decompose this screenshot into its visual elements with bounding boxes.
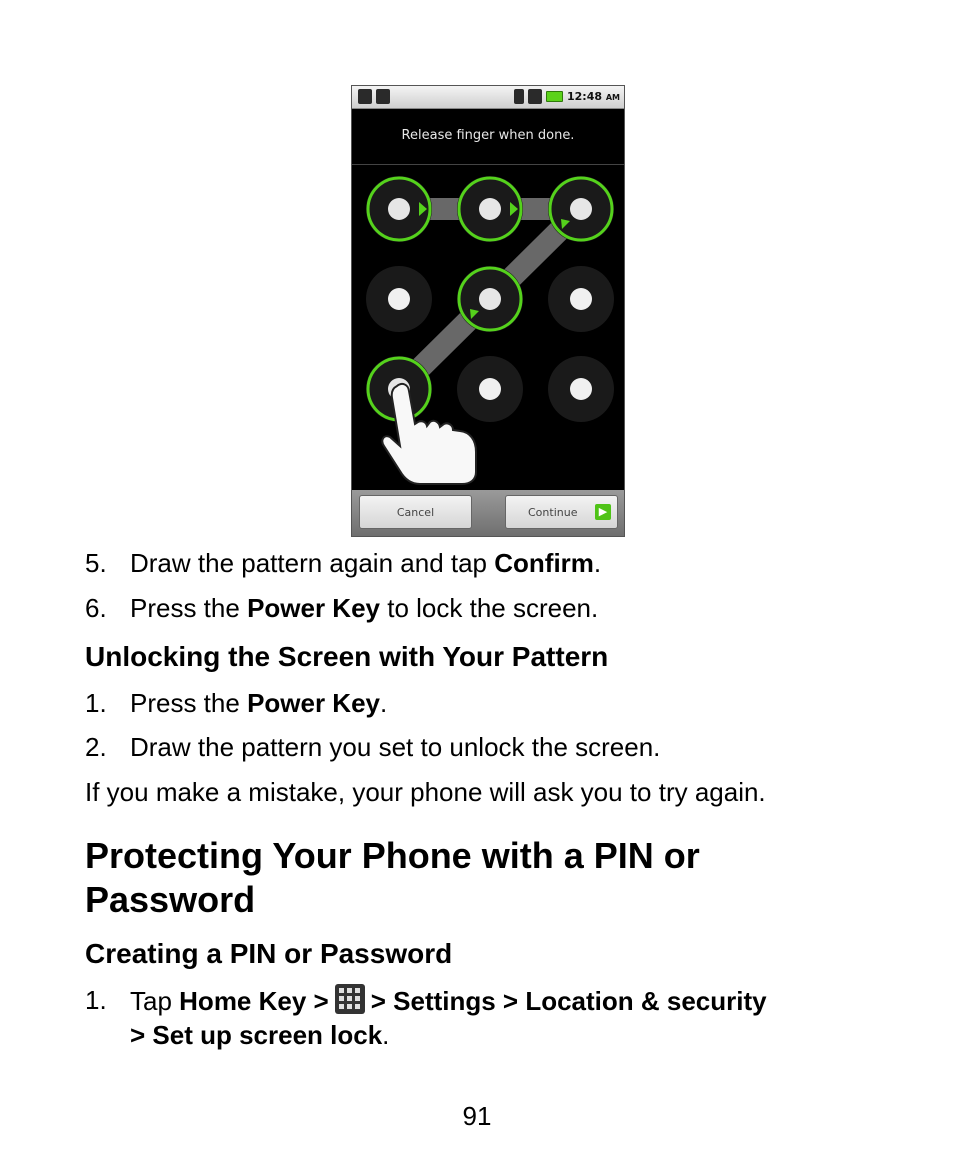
phone-button-bar: [352, 490, 624, 536]
status-time: 12:48 AM: [566, 90, 620, 103]
step-text-continued: > Set up screen lock.: [130, 1020, 390, 1050]
continue-button[interactable]: Continue ▶: [505, 495, 618, 529]
arrow-right-icon: ▶: [595, 504, 611, 520]
subheading-unlocking: Unlocking the Screen with Your Pattern: [85, 641, 609, 672]
step-text: Press the Power Key to lock the screen.: [130, 593, 599, 623]
page-number: 91: [462, 1101, 492, 1131]
phone-screenshot: [351, 85, 625, 537]
section-title: Protecting Your Phone with a PIN or Password: [85, 835, 700, 920]
app-grid-icon: [335, 984, 365, 1014]
step-number: 6.: [85, 593, 107, 623]
pattern-grid[interactable]: [352, 86, 624, 490]
pattern-prompt: Release finger when done.: [352, 108, 624, 165]
step-number: 5.: [85, 548, 107, 578]
step-number: 1.: [85, 688, 107, 718]
step-text: Tap Home Key > > Settings > Location & security: [130, 986, 767, 1016]
mistake-note: If you make a mistake, your phone will ask you to try again.: [85, 777, 766, 807]
step-number: 1.: [85, 985, 107, 1015]
step-text: Draw the pattern again and tap Confirm.: [130, 548, 602, 578]
step-text: Press the Power Key.: [130, 688, 388, 718]
cancel-button[interactable]: Cancel: [359, 495, 472, 529]
step-text: Draw the pattern you set to unlock the screen.: [130, 732, 661, 762]
step-number: 2.: [85, 732, 107, 762]
subheading-creating: Creating a PIN or Password: [85, 938, 453, 969]
